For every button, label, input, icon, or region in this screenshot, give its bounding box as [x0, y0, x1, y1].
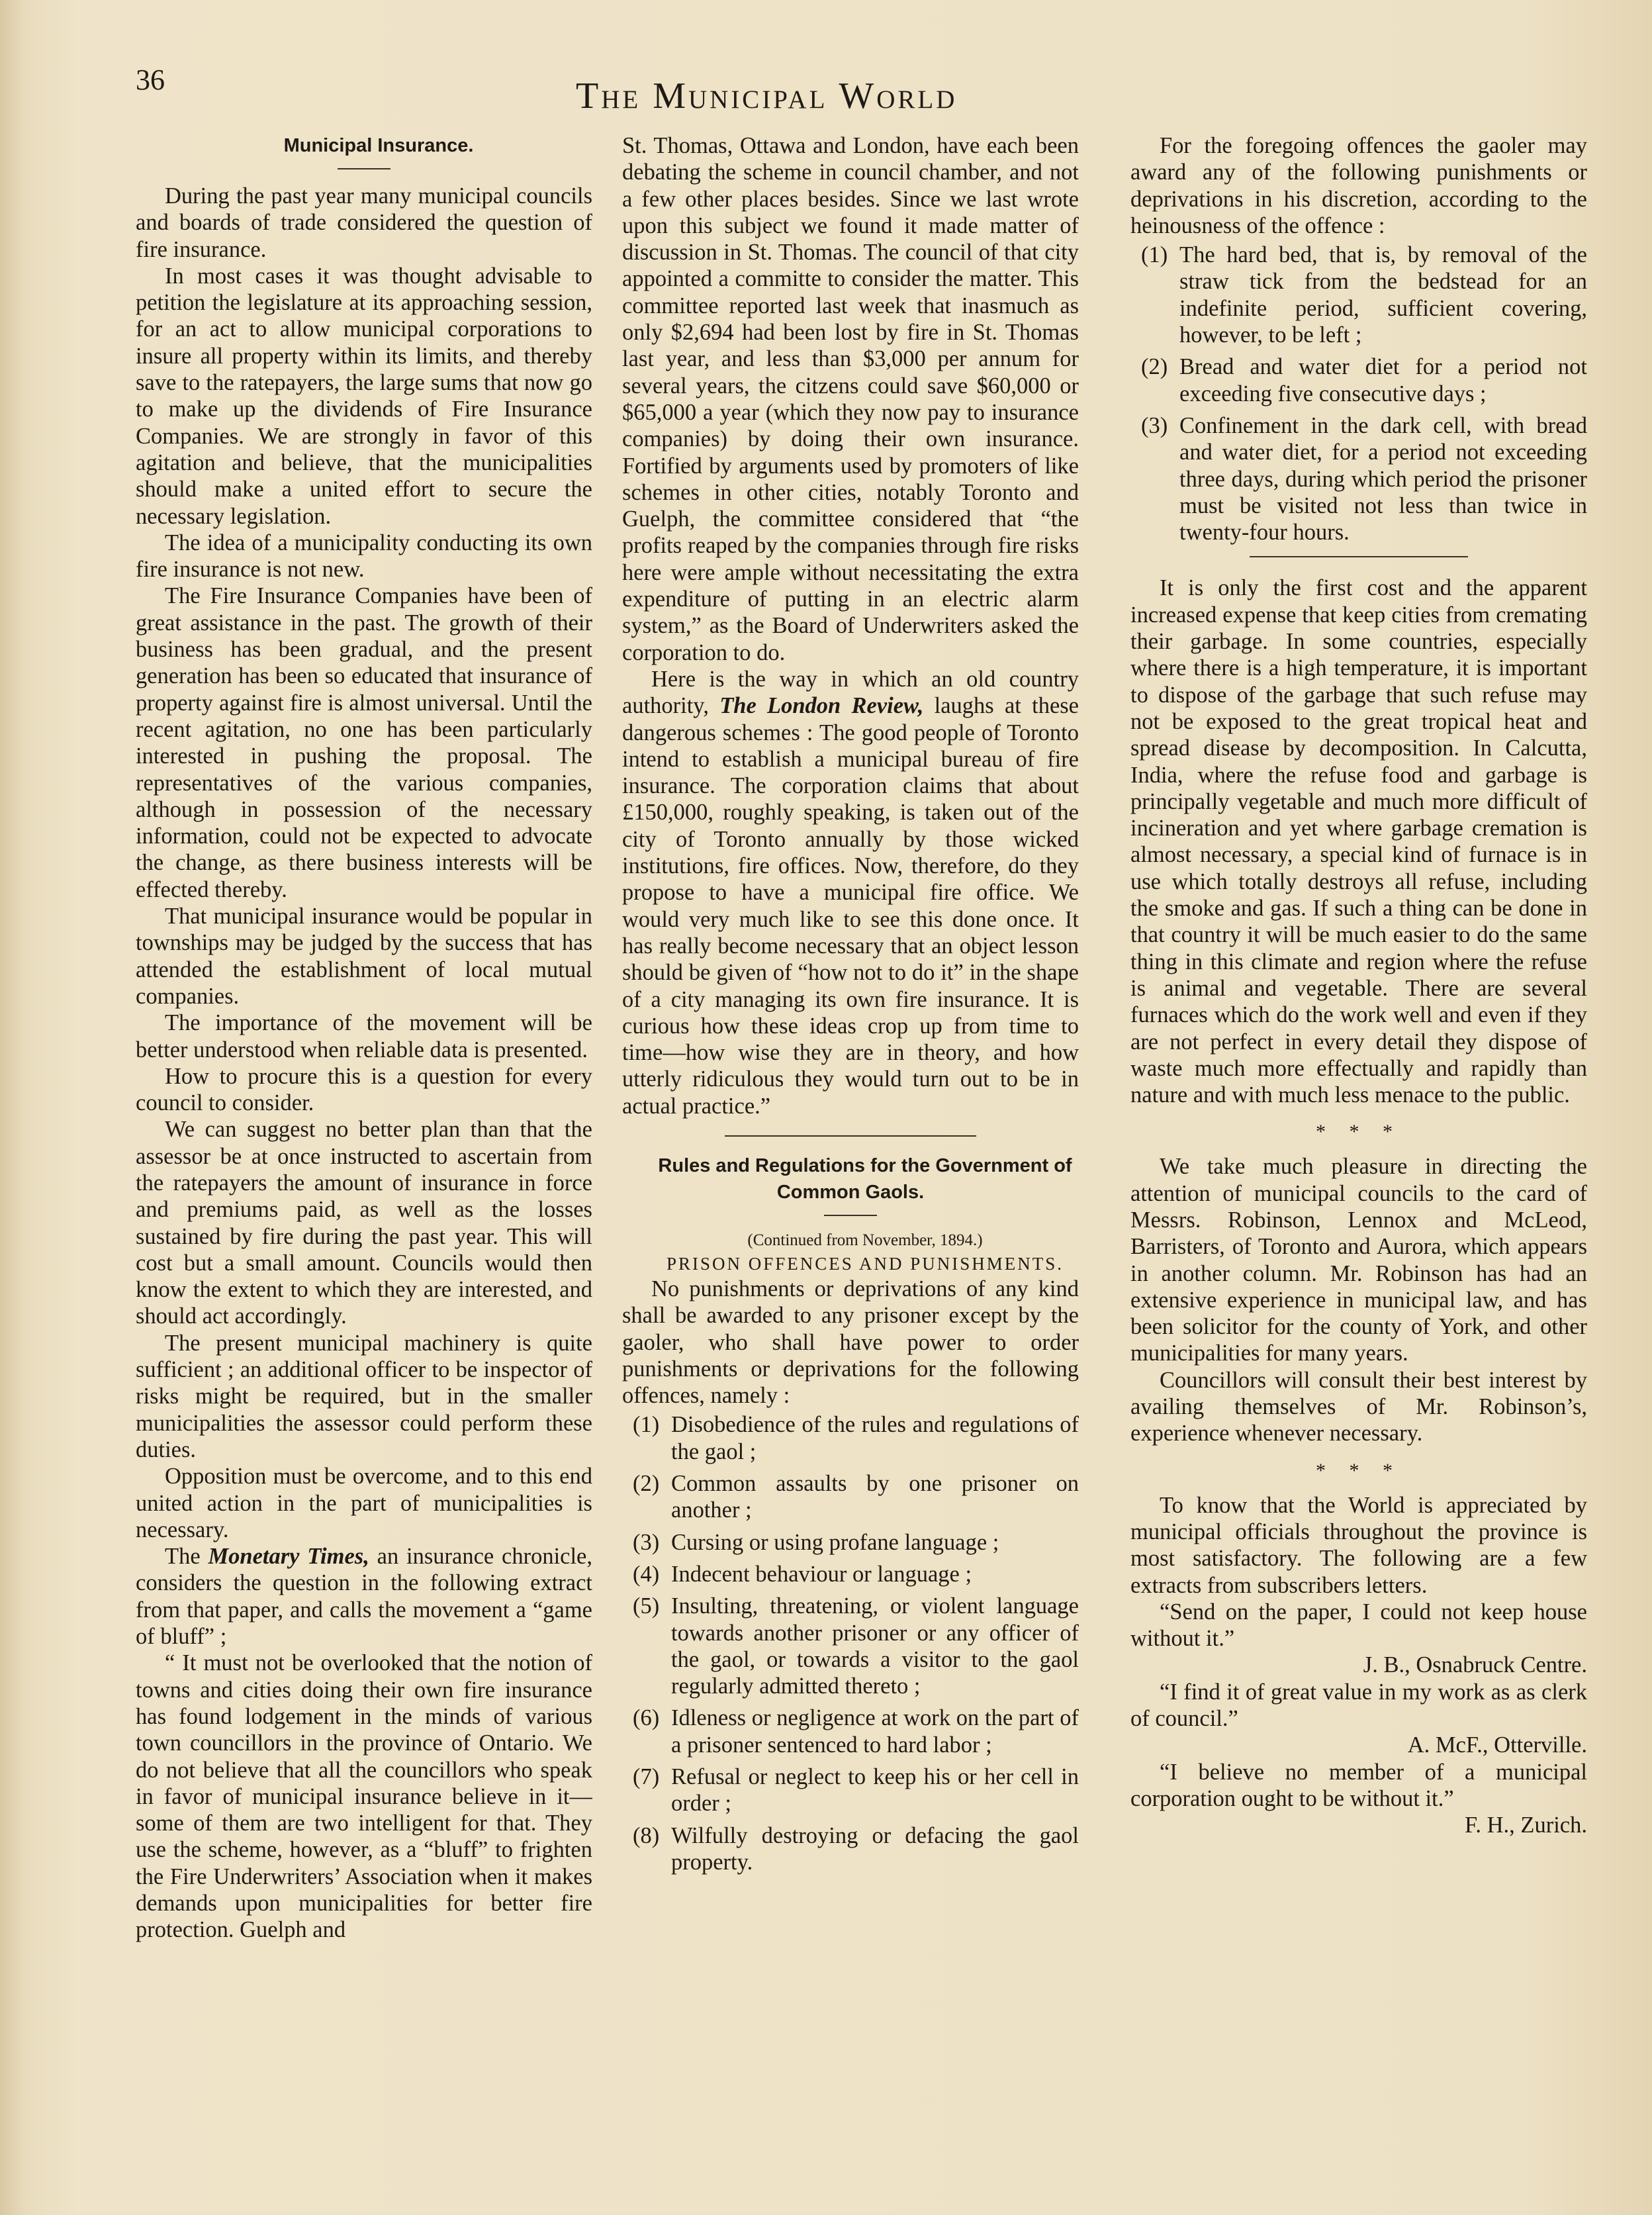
item-text: Cursing or using profane language ; [671, 1529, 999, 1555]
item-text: Common assaults by one prisoner on another ; [671, 1471, 1079, 1523]
item-number: (1) [1141, 242, 1168, 268]
list-item [622, 1705, 1079, 1758]
item-text: Refusal or neglect to keep his or her cell in order ; [671, 1764, 1079, 1816]
text-rest: laughs at these dangerous schemes : The good people of Toronto intend to establish a municipal bureau of fire insurance. The corporation claims that about £150,000, roughly speaking, is taken out of the city of Toronto annually by those wicked institutions, fire offices. Now, therefore, do they propose to have a municipal fire office. We would very much like to see this done once. It has really become necessary that an object lesson should be given of “how not to do it” in the shape of a city managing its own fire insurance. It is curious how these ideas crop up from time to time—how wise they are in theory, and how utterly ridiculous they would turn out to be in actual practice.” [622, 693, 1079, 1119]
item-text: Idleness or negligence at work on the part of a prisoner sentenced to hard labor ; [671, 1705, 1079, 1758]
item-number: (3) [633, 1529, 660, 1555]
paragraph: To know that the World is appreciated by municipal officials throughout the province is most satisfactory. The following are a few extracts from subscribers letters. [1130, 1492, 1587, 1598]
paragraph: The present municipal machinery is quite sufficient ; an additional officer to be inspector of risks might be required, but in the smaller municipalities the assessor could perform these duties. [136, 1330, 592, 1462]
paragraph: No punishments or deprivations of any kind shall be awarded to any prisoner except by the gaoler, who shall have power to order punishments or deprivations for the following offences, namely : [622, 1276, 1079, 1409]
list-item [1130, 353, 1587, 407]
list-item [622, 1764, 1079, 1817]
quoted-extract: “ It must not be overlooked that the notion of towns and cities doing their own fire insurance has found lodgement in the minds of various town councillors in the province of Ontario. We do not believe that all the councillors who speak in favor of municipal insurance believe in it—some of them are two intelligent for that. They use the scheme, however, as a “bluff” to frighten the Fire Underwriters’ Association when it makes demands upon municipalities for better fire protection. Guelph and [136, 1650, 592, 1943]
paragraph: We take much pleasure in directing the attention of municipal councils to the card of Messrs. Robinson, Lennox and McLeod, Barristers, of Toronto and Aurora, which appears in another column. Mr. Robinson has had an extensive experience in municipal law, and has been solicitor for the county of York, and other municipalities for many years. [1130, 1154, 1587, 1366]
title-rule [824, 1215, 877, 1216]
item-text: The hard bed, that is, by removal of the straw tick from the bedstead for an indefinite period, sufficient covering, however, to be left ; [1179, 242, 1587, 348]
column-1 [136, 132, 592, 2145]
paragraph: The idea of a municipality conducting its own fire insurance is not new. [136, 530, 592, 583]
list-item [622, 1470, 1079, 1524]
page-number: 36 [136, 64, 165, 96]
subheading: PRISON OFFENCES AND PUNISHMENTS. [666, 1253, 1064, 1274]
list-item [622, 1822, 1079, 1876]
paragraph-garbage: It is only the first cost and the apparent increased expense that keep cities from cremating their garbage. In some countries, especially where there is a high temperature, it is important to dispose of the garbage that such refuse may not be exposed to the great tropical heat and spread disease by decomposition. In Calcutta, India, where the refuse food and garbage is principally vegetable and much more difficult of incineration and yet where garbage cremation is almost necessary, a special kind of furnace is in use which totally destroys all refuse, including the smoke and gas. If such a thing can be done in that country it will be much easier to do the same thing in this climate and region where the refuse is animal and vegetable. There are several furnaces which do the work well and even if they are not perfect in every detail they dispose of waste much more effectually and rapidly than nature and with much less menace to the public. [1130, 575, 1587, 1108]
running-title: The Municipal World [576, 75, 958, 117]
list-item [622, 1561, 1079, 1587]
subscriber-quote: “I find it of great value in my work as as clerk of council.” [1130, 1679, 1587, 1732]
paragraph-london-review [622, 666, 1079, 1119]
item-text: Indecent behaviour or language ; [671, 1561, 972, 1587]
text-lead: Here is the way in which an old country authority, [622, 666, 1079, 719]
item-number: (2) [1141, 354, 1168, 380]
publication-name: Monetary Times, [208, 1544, 369, 1570]
item-text: Bread and water diet for a period not exceeding five consecutive days ; [1179, 354, 1587, 406]
punishments-list [1130, 242, 1587, 545]
item-text: Wilfully destroying or defacing the gaol property. [671, 1822, 1079, 1875]
subscriber-signature: J. B., Osnabruck Centre. [1363, 1652, 1587, 1678]
offences-list [622, 1411, 1079, 1875]
column-3 [1130, 132, 1587, 2145]
list-item [1130, 242, 1587, 348]
list-item [1130, 412, 1587, 545]
text-rest: an insurance chronicle, considers the question in the following extract from that paper, and calls the movement a “game of bluff” ; [136, 1544, 592, 1650]
list-item [622, 1529, 1079, 1556]
publication-name: The London Review, [719, 693, 924, 719]
list-item [622, 1593, 1079, 1699]
paragraph: Councillors will consult their best interest by availing themselves of Mr. Robinson’s, experience whenever necessary. [1130, 1367, 1587, 1446]
item-number: (5) [633, 1593, 660, 1619]
item-number: (2) [633, 1471, 660, 1497]
column-2 [622, 132, 1079, 2145]
section-divider [725, 1135, 976, 1137]
item-number: (7) [633, 1764, 660, 1790]
paragraph: The Fire Insurance Companies have been of great assistance in the past. The growth of their business has been gradual, and the present generation has been so educated that insurance of property against fire is almost universal. Until the recent agitation, no one has been particularly interested in pushing the proposal. The representatives of the various companies, although in possession of the necessary information, could not be expected to advocate the change, as there business interests will be effected thereby. [136, 583, 592, 902]
item-text: Confinement in the dark cell, with bread and water diet, for a period not exceeding three days, during which period the prisoner must be visited not less than twice in twenty-four hours. [1179, 412, 1587, 545]
paragraph-monetary-times [136, 1543, 592, 1650]
paragraph: For the foregoing offences the gaoler may award any of the following punishments or deprivations in his discretion, according to the heinousness of the offence : [1130, 133, 1587, 238]
paragraph: We can suggest no better plan than that the assessor be at once instructed to ascertain from the ratepayers the amount of insurance in force and premiums paid, as well as the losses sustained by fire during the past year. This will cost but a small amount. Councils would then know the extent to which they are interested, and should act accordingly. [136, 1117, 592, 1329]
continued-note: (Continued from November, 1894.) [747, 1231, 983, 1249]
list-item [622, 1411, 1079, 1465]
page-header [0, 63, 1652, 122]
item-number: (4) [633, 1561, 660, 1587]
article-title-municipal-insurance: Municipal Insurance. [283, 135, 474, 156]
quoted-extract-continued: St. Thomas, Ottawa and London, have each been debating the scheme in council chamber, and not a few other places besides. Since we last wrote upon this subject we found it made matter of discussion in St. Thomas. The council of that city appointed a committe to consider the matter. This committee reported last week that inasmuch as only $2,694 had been lost by fire in St. Thomas last year, and less than $3,000 per annum for several years, the citzens could save $60,000 or $65,000 a year (which they now pay to insurance companies) by doing their own insurance. Fortified by arguments used by promoters of like schemes in other cities, notably Toronto and Guelph, the committee considered that “the profits reaped by the companies through fire risks here were ample without necessitating the extra expenditure of putting in an electric alarm system,” as the Board of Underwriters asked the corporation to do. [622, 133, 1079, 665]
item-text: Insulting, threatening, or violent language towards another prisoner or any officer of the gaol, or towards a visitor to the gaol regularly admitted thereto ; [671, 1593, 1079, 1699]
paragraph: That municipal insurance would be popular in townships may be judged by the success that has attended the establishment of local mutual companies. [136, 904, 592, 1009]
item-number: (8) [633, 1822, 660, 1848]
paragraph: The importance of the movement will be better understood when reliable data is presented. [136, 1010, 592, 1062]
subscriber-quote: “I believe no member of a municipal corporation ought to be without it.” [1130, 1759, 1587, 1811]
section-divider [1250, 556, 1468, 557]
paragraph: During the past year many municipal councils and boards of trade considered the question of fire insurance. [136, 183, 592, 262]
paragraph: How to procure this is a question for every council to consider. [136, 1063, 592, 1116]
text-lead: The [165, 1544, 201, 1570]
item-number: (3) [1141, 412, 1168, 438]
paragraph: In most cases it was thought advisable to petition the legislature at its approaching session, for an act to allow municipal corporations to insure all property within its limits, and thereby save to the ratepayers, the large sums that now go to make up the dividends of Fire Insurance Companies. We are strongly in favor of this agitation and believe, that the municipalities should make a united effort to secure the necessary legislation. [136, 263, 592, 529]
article-title-gaol-rules: Rules and Regulations for the Government of Common Gaols. [658, 1155, 1072, 1203]
asterism: * * * [1316, 1459, 1402, 1482]
paragraph: Opposition must be overcome, and to this end united action in the part of municipalities is necessary. [136, 1464, 592, 1542]
title-rule [338, 168, 390, 169]
item-text: Disobedience of the rules and regulations of the gaol ; [671, 1412, 1079, 1464]
item-number: (1) [633, 1412, 660, 1438]
asterism: * * * [1316, 1121, 1402, 1143]
subscriber-signature: A. McF., Otterville. [1407, 1732, 1587, 1758]
subscriber-quote: “Send on the paper, I could not keep house without it.” [1130, 1599, 1587, 1652]
item-number: (6) [633, 1705, 660, 1731]
subscriber-signature: F. H., Zurich. [1464, 1813, 1587, 1838]
